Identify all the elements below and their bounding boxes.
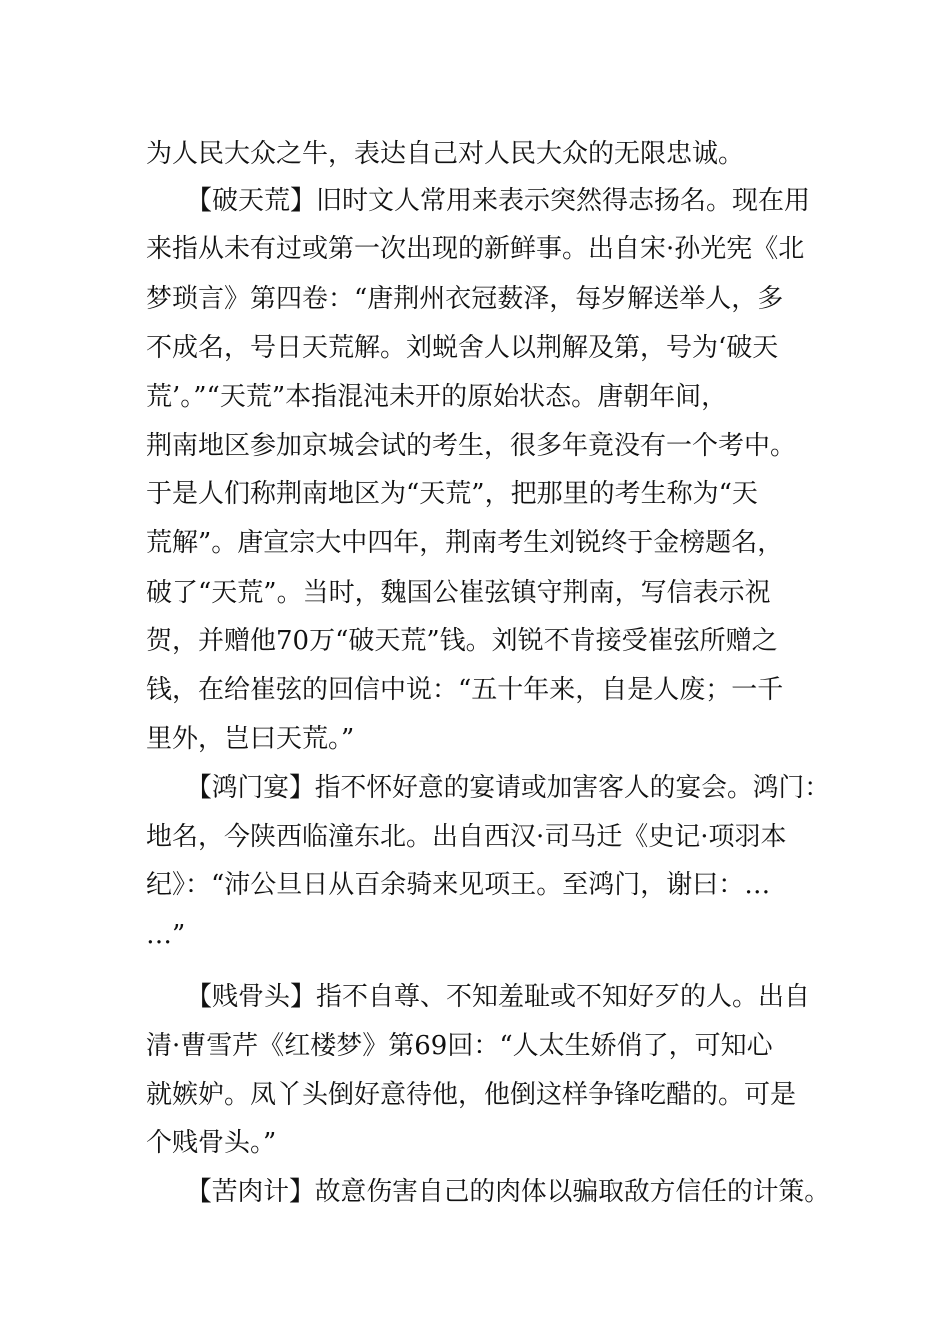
text-line: 于是人们称荆南地区为“天荒”，把那里的考生称为“天 [146, 479, 758, 509]
text-line: 钱，在给崔弦的回信中说：“五十年来，自是人废；一千 [146, 675, 784, 705]
text-line: 地名，今陕西临潼东北。出自西汉·司马迁《史记·项羽本 [146, 822, 787, 852]
paragraph-start-jian-gu-tou: 【贱骨头】指不自尊、不知羞耻或不知好歹的人。出自 [186, 982, 811, 1012]
text-line: 就嫉妒。凤丫头倒好意待他，他倒这样争锋吃醋的。可是 [146, 1080, 797, 1110]
text-line: 梦琐言》第四卷：“唐荆州衣冠薮泽，每岁解送举人，多 [146, 284, 784, 314]
text-line: 荆南地区参加京城会试的考生，很多年竟没有一个考中。 [146, 431, 797, 461]
text-line: 来指从未有过或第一次出现的新鲜事。出自宋·孙光宪《北 [146, 234, 805, 264]
text-line: 里外，岂曰天荒。” [146, 724, 355, 754]
text-line: 不成名，号日天荒解。刘蜕舍人以荆解及第，号为‘破天 [146, 333, 779, 363]
paragraph-start-ku-rou-ji: 【苦肉计】故意伤害自己的肉体以骗取敌方信任的计策。 [186, 1177, 831, 1207]
text-line: 荒’。”“天荒”本指混沌未开的原始状态。唐朝年间， [146, 382, 728, 412]
text-line: 荒解”。唐宣宗大中四年，荆南考生刘锐终于金榜题名， [146, 528, 784, 558]
text-line: 纪》：“沛公旦日从百余骑来见项王。至鸿门，谢曰：… [146, 870, 771, 900]
text-line: 贺，并赠他70万“破天荒”钱。刘锐不肯接受崔弦所赠之 [146, 626, 778, 656]
text-line: 破了“天荒”。当时，魏国公崔弦镇守荆南，写信表示祝 [146, 578, 771, 608]
text-line: 个贱骨头。” [146, 1128, 277, 1158]
text-line: …” [146, 920, 186, 950]
text-line: 清·曹雪芹《红楼梦》第69回：“人太生娇俏了，可知心 [146, 1031, 773, 1061]
paragraph-start-hong-men-yan: 【鸿门宴】指不怀好意的宴请或加害客人的宴会。鸿门： [186, 773, 831, 803]
paragraph-start-po-tian-huang: 【破天荒】旧时文人常用来表示突然得志扬名。现在用 [186, 186, 811, 216]
text-line: 为人民大众之牛，表达自己对人民大众的无限忠诚。 [146, 139, 745, 169]
